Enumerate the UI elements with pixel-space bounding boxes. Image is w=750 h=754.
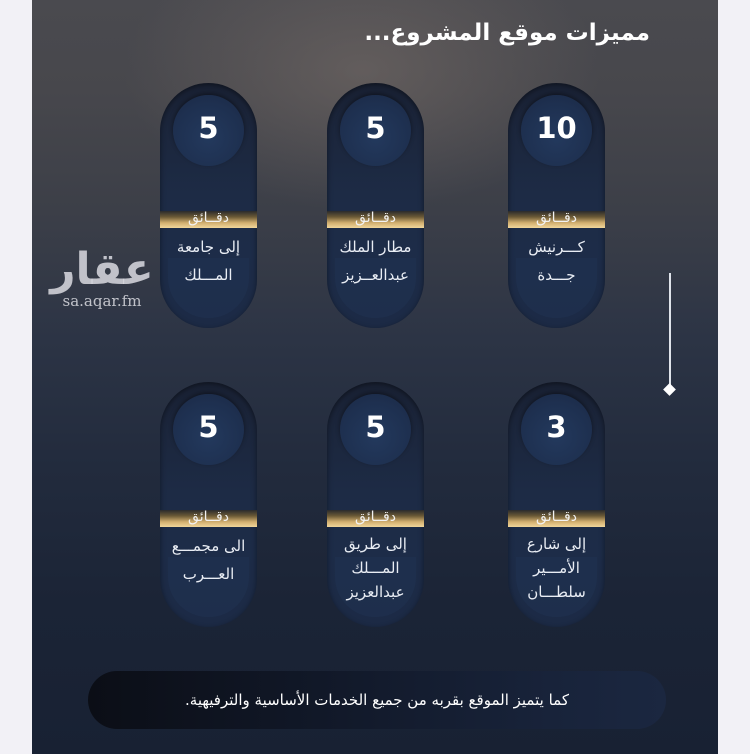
vertical-slider-decoration: [665, 273, 675, 399]
minutes-label: دقــائق: [160, 211, 257, 228]
card-airport: [327, 83, 424, 328]
card-arab-mall: [160, 382, 257, 627]
minutes-label: دقــائق: [160, 510, 257, 527]
poster: [32, 0, 718, 754]
card-description: الى مجمـــع العـــرب: [171, 537, 246, 583]
footer-note: كما يتميز الموقع بقربه من جميع الخدمات الأساسية والترفيهية.: [88, 671, 666, 729]
card-description: إلى طريق المـــلك عبدالعزيز: [344, 535, 407, 601]
logo-url: sa.aqar.fm: [62, 292, 142, 310]
minutes-label: دقــائق: [508, 510, 605, 527]
card-university: [160, 83, 257, 328]
minutes-label: دقــائق: [327, 211, 424, 228]
page-title: مميزات موقع المشروع...: [364, 20, 650, 46]
card-description: إلى جامعة المـــلك: [176, 238, 241, 284]
logo-arabic: عقار: [50, 244, 154, 295]
minutes-number: 5: [365, 111, 386, 145]
minutes-number: 5: [198, 410, 219, 444]
card-prince-sultan-street: [508, 382, 605, 627]
minutes-label: دقــائق: [508, 211, 605, 228]
minutes-label: دقــائق: [327, 510, 424, 527]
card-description: مطار الملك عبدالعــزيز: [339, 238, 412, 284]
card-description: إلى شارع الأمـــير سلطـــان: [526, 535, 587, 601]
card-description: كـــرنيش جـــدة: [528, 238, 585, 284]
diamond-icon: [663, 383, 676, 396]
minutes-number: 5: [365, 410, 386, 444]
slider-track: [669, 273, 671, 387]
card-corniche: [508, 83, 605, 328]
minutes-number: 3: [546, 410, 567, 444]
minutes-number: 10: [536, 111, 577, 145]
minutes-number: 5: [198, 111, 219, 145]
watermark-logo: [42, 244, 162, 310]
card-king-abdulaziz-road: [327, 382, 424, 627]
